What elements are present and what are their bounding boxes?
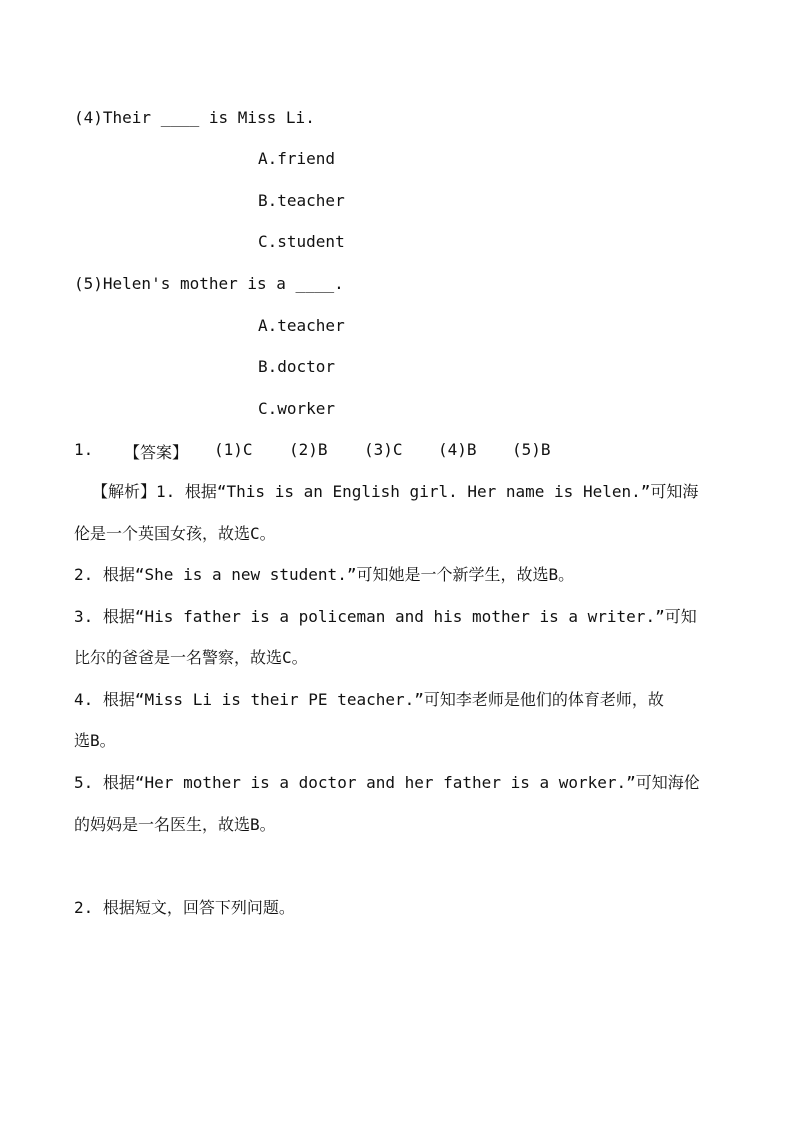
question-4-stem: (4)Their ____ is Miss Li.	[74, 108, 315, 127]
analysis-line-4: 3. 根据“His father is a policeman and his mother is a writer.”可知	[74, 607, 697, 626]
question-4-option-b: B.teacher	[258, 191, 345, 210]
answer-item-2: (2)B	[289, 440, 328, 459]
answer-item-4: (4)B	[438, 440, 477, 459]
next-question-heading: 2. 根据短文，回答下列问题。	[74, 898, 295, 917]
analysis-line-8: 5. 根据“Her mother is a doctor and her father is a worker.”可知海伦	[74, 773, 700, 792]
question-5-option-b: B.doctor	[258, 357, 336, 376]
question-4-option-c: C.student	[258, 232, 345, 251]
analysis-line-2: 伦是一个英国女孩，故选C。	[74, 524, 276, 543]
answer-number: 1.	[74, 440, 94, 459]
analysis-line-9: 的妈妈是一名医生，故选B。	[74, 815, 276, 834]
question-5-option-c: C.worker	[258, 399, 336, 418]
answer-item-1: (1)C	[214, 440, 253, 459]
question-5-option-a: A.teacher	[258, 316, 345, 335]
analysis-line-5: 比尔的爸爸是一名警察，故选C。	[74, 648, 308, 667]
analysis-line-3: 2. 根据“She is a new student.”可知她是一个新学生，故选B。	[74, 565, 575, 584]
analysis-line-6: 4. 根据“Miss Li is their PE teacher.”可知李老师是他们的体育老师，故	[74, 690, 664, 709]
analysis-line-1: 【解析】1. 根据“This is an English girl. Her name is Helen.”可知海	[92, 482, 699, 501]
analysis-line-7: 选B。	[74, 731, 116, 750]
answer-row	[74, 440, 634, 460]
answer-label: 【答案】	[124, 443, 189, 462]
question-5-stem: (5)Helen's mother is a ____.	[74, 274, 344, 293]
answer-item-5: (5)B	[512, 440, 551, 459]
question-4-option-a: A.friend	[258, 149, 336, 168]
answer-item-3: (3)C	[364, 440, 403, 459]
